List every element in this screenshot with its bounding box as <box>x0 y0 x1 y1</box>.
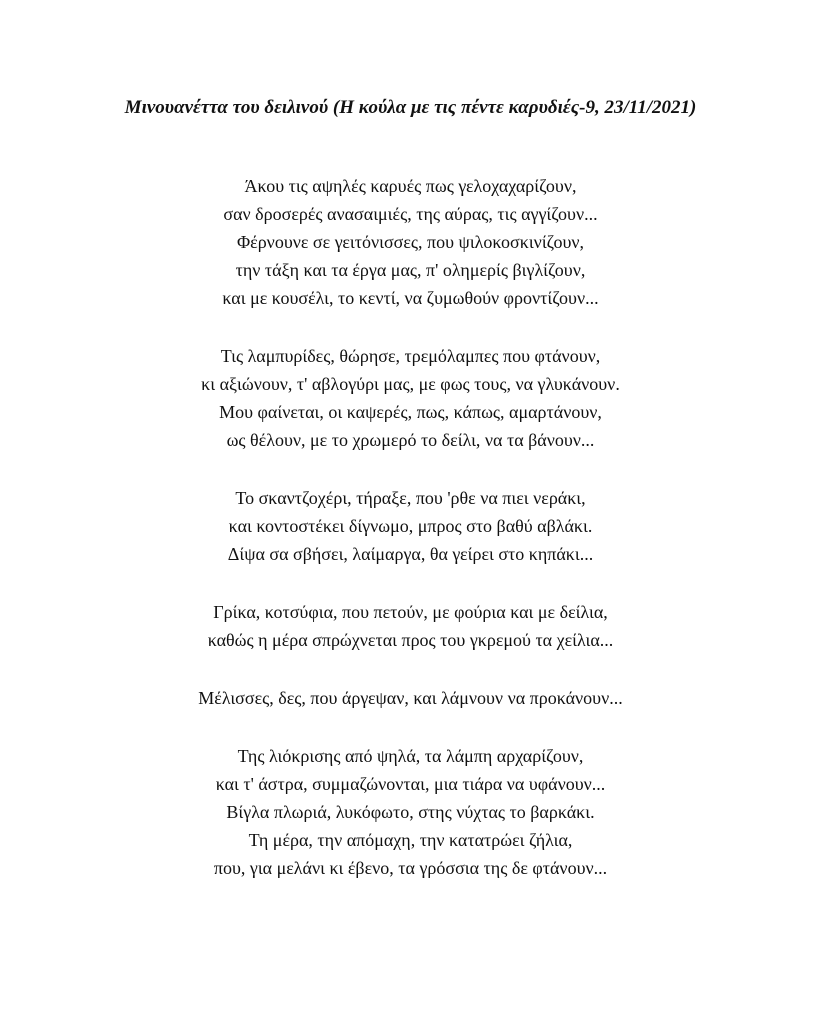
poem-line: Μέλισσες, δες, που άργεψαν, και λάμνουν να προκάνουν... <box>198 688 623 708</box>
poem-line: Φέρνουνε σε γειτόνισσες, που ψιλοκοσκινίζουν, <box>236 232 584 252</box>
poem-line: Τη μέρα, την απόμαχη, την κατατρώει ζήλια, <box>248 830 573 850</box>
poem-body <box>0 172 821 912</box>
poem-line: και κοντοστέκει δίγνωμο, μπρος στο βαθύ αβλάκι. <box>228 516 593 536</box>
stanza-3 <box>0 484 821 568</box>
stanza-5 <box>0 684 821 712</box>
poem-line: Δίψα σα σβήσει, λαίμαργα, θα γείρει στο κηπάκι... <box>227 544 594 564</box>
poem-line: σαν δροσερές ανασαιμιές, της αύρας, τις αγγίζουν... <box>223 204 598 224</box>
poem-line: και τ' άστρα, συμμαζώνονται, μια τιάρα να υφάνουν... <box>215 774 606 794</box>
poem-line: που, για μελάνι κι έβενο, τα γρόσσια της δε φτάνουν... <box>213 858 608 878</box>
stanza-4 <box>0 598 821 654</box>
poem-line: Βίγλα πλωριά, λυκόφωτο, στης νύχτας το βαρκάκι. <box>226 802 595 822</box>
poem-line: ως θέλουν, με το χρωμερό το δείλι, να τα βάνουν... <box>226 430 595 450</box>
stanza-2 <box>0 342 821 454</box>
stanza-6 <box>0 742 821 882</box>
poem-line: καθώς η μέρα σπρώχνεται προς του γκρεμού τα χείλια... <box>207 630 614 650</box>
poem-line: Το σκαντζοχέρι, τήραξε, που 'ρθε να πιει νεράκι, <box>235 488 586 508</box>
poem-line: και με κουσέλι, το κεντί, να ζυμωθούν φροντίζουν... <box>222 288 599 308</box>
poem-line: Γρίκα, κοτσύφια, που πετούν, με φούρια και με δείλια, <box>213 602 608 622</box>
poem-title: Μινουανέττα του δειλινού (Η κούλα με τις πέντε καρυδιές-9, 23/11/2021) <box>124 97 697 118</box>
poem-line: την τάξη και τα έργα μας, π' ολημερίς βιγλίζουν, <box>235 260 586 280</box>
poem-line: Της λιόκρισης από ψηλά, τα λάμπη αρχαρίζουν, <box>237 746 584 766</box>
poem-line: Τις λαμπυρίδες, θώρησε, τρεμόλαμπες που φτάνουν, <box>220 346 601 366</box>
stanza-1 <box>0 172 821 312</box>
poem-line: Άκου τις αψηλές καρυές πως γελοχαχαρίζουν, <box>244 176 577 196</box>
poem-line: κι αξιώνουν, τ' αβλογύρι μας, με φως τους, να γλυκάνουν. <box>201 374 620 394</box>
poem-line: Μου φαίνεται, οι καψερές, πως, κάπως, αμαρτάνουν, <box>219 402 602 422</box>
